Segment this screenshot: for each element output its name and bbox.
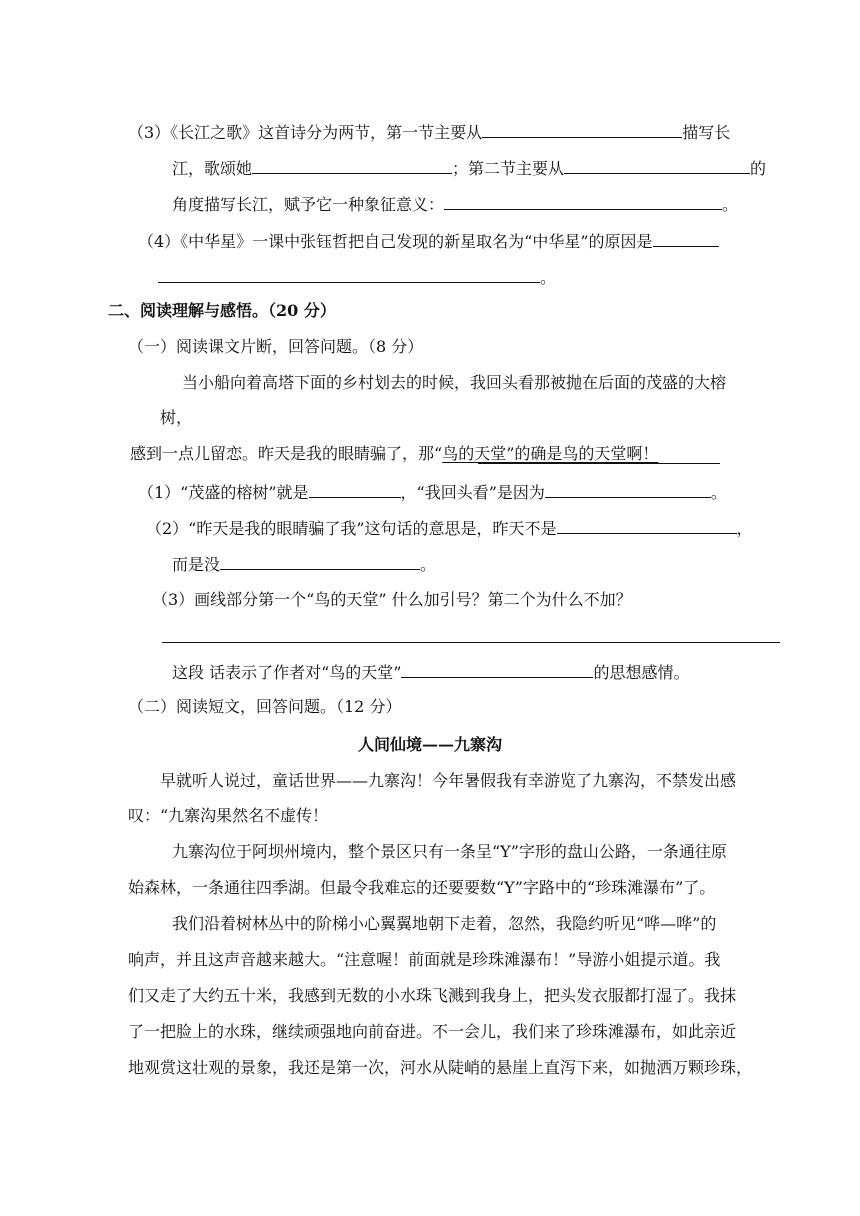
article-line: 们又走了大约五十米，我感到无数的小水珠飞溅到我身上，把头发衣服都打湿了。我抹 <box>128 986 737 1005</box>
part-1-heading: （一）阅读课文片断，回答问题。（8 分） <box>128 337 424 356</box>
answer-blank[interactable] <box>158 265 540 283</box>
answer-blank[interactable] <box>564 156 750 174</box>
answer-blank[interactable] <box>401 660 593 678</box>
answer-blank[interactable] <box>557 516 737 534</box>
question-text: 。 <box>710 483 727 502</box>
question-3-line-3 <box>172 192 738 214</box>
question-text: 的思想感情。 <box>593 663 690 682</box>
section-2-heading: 二、阅读理解与感悟。（20 分） <box>108 301 336 320</box>
answer-line[interactable] <box>162 642 780 643</box>
question-3-text: 角度描写长江，赋予它一种象征意义： <box>172 195 445 214</box>
part-1-question-1 <box>138 480 727 502</box>
article-line: 始森林，一条通往四季湖。但最令我难忘的还要要数“Y”字路中的“珍珠滩瀑布”了。 <box>128 878 716 897</box>
article-line: 九寨沟位于阿坝州境内，整个景区只有一条呈“Y”字形的盘山公路，一条通往原 <box>172 842 727 861</box>
answer-blank[interactable] <box>309 480 401 498</box>
question-3-text: 的 <box>750 159 767 178</box>
question-3-line-1 <box>128 120 730 142</box>
question-3-text: （3）《长江之歌》这首诗分为两节，第一节主要从 <box>128 123 483 142</box>
part-1-question-2-line-2 <box>172 552 436 574</box>
question-4-line-1 <box>138 229 719 251</box>
answer-blank[interactable] <box>252 156 452 174</box>
part-1-question-2-line-1 <box>146 516 753 538</box>
question-3-text: ；第二节主要从 <box>452 159 565 178</box>
part-1-question-3-b <box>172 660 689 682</box>
passage-line: 树， <box>160 408 193 427</box>
question-text: 。 <box>420 555 437 574</box>
article-line: 地观赏这壮观的景象，我还是第一次，河水从陡峭的悬崖上直泻下来，如抛洒万颗珍珠， <box>128 1058 753 1077</box>
passage-line: 当小船向着高塔下面的乡村划去的时候，我回头看那被抛在后面的茂盛的大榕 <box>182 373 727 392</box>
question-4-text: 。 <box>540 268 557 287</box>
question-3-text: 描写长 <box>682 123 731 142</box>
question-text: （1）“茂盛的榕树”就是 <box>138 483 309 502</box>
question-4-text: （4）《中华星》一课中张钰哲把自己发现的新星取名为“中华星”的原因是 <box>138 232 653 251</box>
article-line: 叹：“九寨沟果然名不虚传！ <box>128 806 329 825</box>
question-3-line-2 <box>172 156 766 178</box>
underline-extension <box>478 463 720 464</box>
answer-blank[interactable] <box>545 480 711 498</box>
answer-blank[interactable] <box>444 192 722 210</box>
question-3-text: 江，歌颂她 <box>172 159 253 178</box>
question-text: 而是没 <box>172 555 221 574</box>
answer-blank[interactable] <box>653 229 719 247</box>
part-2-heading: （二）阅读短文，回答问题。（12 分） <box>128 697 402 716</box>
part-1-question-3: （3）画线部分第一个“鸟的天堂” 什么加引号？第二个为什么不加？ <box>152 590 632 609</box>
passage-line <box>130 443 658 465</box>
answer-blank[interactable] <box>482 120 682 138</box>
article-line: 响声，并且这声音越来越大。“注意喔！前面就是珍珠滩瀑布！”导游小姐提示道。我 <box>128 950 721 969</box>
article-line: 我们沿着树林丛中的阶梯小心翼翼地朝下走着，忽然，我隐约听见“哗—哗”的 <box>172 914 717 933</box>
question-text: 这段 话表示了作者对“鸟的天堂” <box>172 663 402 682</box>
question-3-text: 。 <box>722 195 739 214</box>
underlined-sentence: 鸟的天堂”的确是鸟的天堂啊！ <box>442 444 659 463</box>
article-line: 早就听人说过，童话世界——九寨沟！今年暑假我有幸游览了九寨沟，不禁发出感 <box>160 771 737 790</box>
article-line: 了一把脸上的水珠，继续顽强地向前奋进。不一会儿，我们来了珍珠滩瀑布，如此亲近 <box>128 1022 737 1041</box>
question-4-line-2 <box>158 265 556 287</box>
question-text: ， <box>736 519 753 538</box>
passage-text: 感到一点儿留恋。昨天是我的眼睛骗了，那“ <box>130 444 443 463</box>
question-text: ，“我回头看”是因为 <box>400 483 545 502</box>
answer-blank[interactable] <box>220 552 420 570</box>
article-title: 人间仙境——九寨沟 <box>357 735 502 754</box>
question-text: （2）“昨天是我的眼睛骗了我”这句话的意思是，昨天不是 <box>146 519 557 538</box>
